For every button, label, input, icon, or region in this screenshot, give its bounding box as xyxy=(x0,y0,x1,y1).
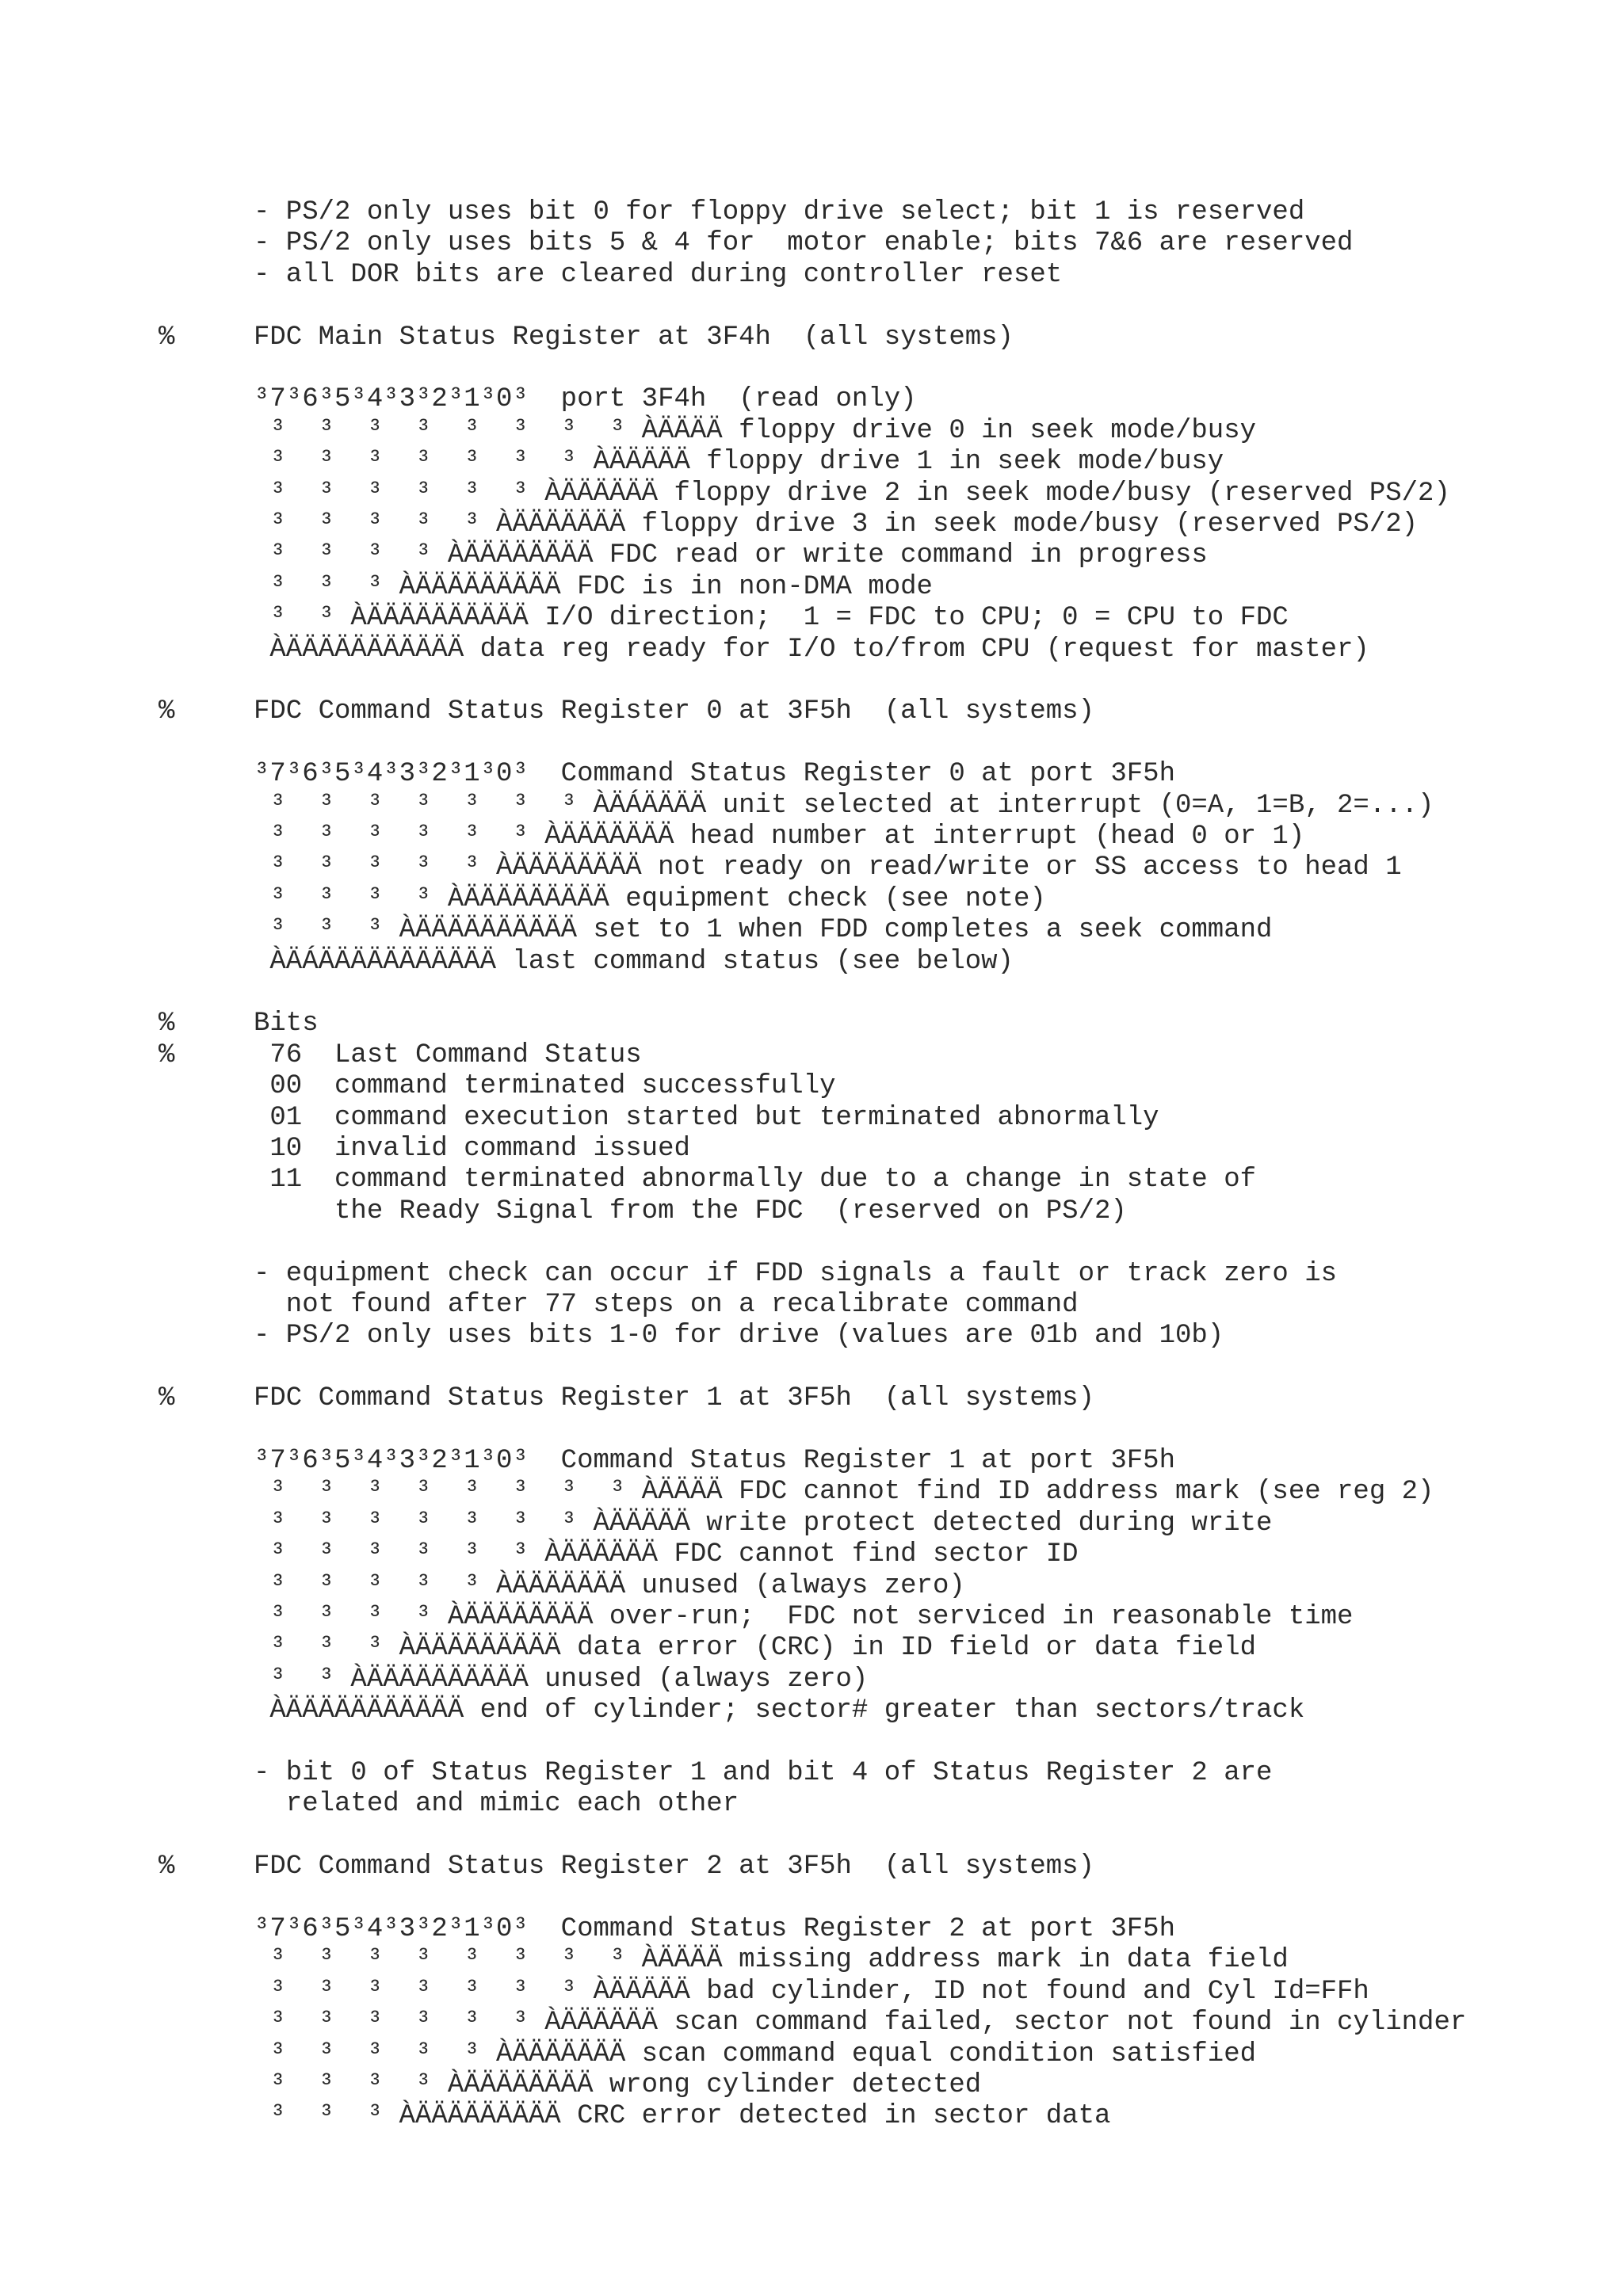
line-text: ³ ³ ³ ÀÄÄÄÄÄÄÄÄÄ CRC error detected in sector data xyxy=(254,2101,1111,2132)
line-text: ³ ³ ³ ³ ³ ³ ³ ÀÄÄÄÄÄ floppy drive 1 in seek mode/busy xyxy=(254,447,1224,478)
line-text: - bit 0 of Status Register 1 and bit 4 of Status Register 2 are xyxy=(254,1758,1273,1788)
line-text: ³7³6³5³4³3³2³1³0³ port 3F4h (read only) xyxy=(254,384,917,415)
line-text: - equipment check can occur if FDD signals a fault or track zero is xyxy=(254,1258,1338,1289)
line-marker: % xyxy=(158,1383,175,1414)
line-text: ³ ³ ³ ³ ÀÄÄÄÄÄÄÄÄÄ equipment check (see note) xyxy=(254,883,1046,914)
line-text: ³ ³ ³ ³ ³ ³ ÀÄÄÄÄÄÄ floppy drive 2 in seek mode/busy (reserved PS/2) xyxy=(254,478,1450,509)
line-text: FDC Command Status Register 2 at 3F5h (all systems) xyxy=(254,1852,1094,1882)
line-text: ³ ³ ³ ³ ³ ³ ³ ³ ÀÄÄÄÄ floppy drive 0 in seek mode/busy xyxy=(254,415,1257,446)
line-text: ³ ³ ³ ³ ³ ÀÄÄÄÄÄÄÄ floppy drive 3 in seek mode/busy (reserved PS/2) xyxy=(254,509,1419,540)
line-text: ³7³6³5³4³3³2³1³0³ Command Status Register 1 at port 3F5h xyxy=(254,1446,1175,1476)
line-text: ÀÄÁÄÄÄÄÄÄÄÄÄÄÄ last command status (see below) xyxy=(254,946,1014,977)
line-text: ³ ³ ³ ³ ÀÄÄÄÄÄÄÄÄ over-run; FDC not serviced in reasonable time xyxy=(254,1602,1354,1632)
line-text: ÀÄÄÄÄÄÄÄÄÄÄÄ data reg ready for I/O to/from CPU (request for master) xyxy=(254,634,1369,665)
line-text: ³ ³ ³ ³ ÀÄÄÄÄÄÄÄÄ wrong cylinder detected xyxy=(254,2070,982,2100)
line-text: 00 command terminated successfully xyxy=(254,1071,836,1102)
line-text: ³ ³ ³ ³ ³ ³ ³ ³ ÀÄÄÄÄ FDC cannot find ID address mark (see reg 2) xyxy=(254,1477,1434,1508)
line-text: - PS/2 only uses bit 0 for floppy drive select; bit 1 is reserved xyxy=(254,197,1305,227)
line-text: ³ ³ ³ ÀÄÄÄÄÄÄÄÄÄ FDC is in non-DMA mode xyxy=(254,571,933,602)
line-text: ³ ³ ³ ³ ³ ÀÄÄÄÄÄÄÄ unused (always zero) xyxy=(254,1570,965,1601)
line-text: ³ ³ ³ ³ ³ ³ ÀÄÄÄÄÄÄÄ head number at interrupt (head 0 or 1) xyxy=(254,822,1305,852)
line-marker: % xyxy=(158,1009,175,1039)
line-text: ³ ³ ³ ³ ³ ÀÄÄÄÄÄÄÄÄ not ready on read/write or SS access to head 1 xyxy=(254,852,1402,883)
line-marker: % xyxy=(158,696,175,727)
line-text: ³ ³ ÀÄÄÄÄÄÄÄÄÄÄ I/O direction; 1 = FDC to CPU; 0 = CPU to FDC xyxy=(254,603,1289,634)
line-text: FDC Command Status Register 0 at 3F5h (all systems) xyxy=(254,696,1094,727)
line-text: 10 invalid command issued xyxy=(254,1134,690,1164)
line-text: not found after 77 steps on a recalibrate command xyxy=(254,1290,1079,1320)
line-text: 11 command terminated abnormally due to a change in state of xyxy=(254,1165,1257,1196)
line-text: ³ ³ ³ ³ ³ ÀÄÄÄÄÄÄÄ scan command equal condition satisfied xyxy=(254,2039,1257,2069)
line-text: ³7³6³5³4³3³2³1³0³ Command Status Register 2 at port 3F5h xyxy=(254,1914,1175,1944)
line-text: ³ ³ ³ ³ ³ ³ ³ ÀÄÁÄÄÄÄ unit selected at interrupt (0=A, 1=B, 2=...) xyxy=(254,790,1434,821)
line-text: ³ ³ ³ ÀÄÄÄÄÄÄÄÄÄ data error (CRC) in ID field or data field xyxy=(254,1633,1257,1664)
line-text: FDC Main Status Register at 3F4h (all systems) xyxy=(254,322,1014,353)
line-text: ³ ³ ³ ÀÄÄÄÄÄÄÄÄÄÄ set to 1 when FDD completes a seek command xyxy=(254,915,1273,946)
line-text: - PS/2 only uses bits 5 & 4 for motor enable; bits 7&6 are reserved xyxy=(254,228,1354,259)
line-text: - PS/2 only uses bits 1-0 for drive (values are 01b and 10b) xyxy=(254,1321,1224,1352)
line-text: 76 Last Command Status xyxy=(254,1039,642,1070)
line-marker: % xyxy=(158,1039,175,1070)
line-text: 01 command execution started but terminated abnormally xyxy=(254,1102,1159,1133)
line-text: related and mimic each other xyxy=(254,1789,739,1820)
line-text: Bits xyxy=(254,1009,319,1039)
line-text: ÀÄÄÄÄÄÄÄÄÄÄÄ end of cylinder; sector# greater than sectors/track xyxy=(254,1695,1305,1726)
line-text: ³ ³ ³ ³ ÀÄÄÄÄÄÄÄÄ FDC read or write command in progress xyxy=(254,540,1208,571)
line-text: ³ ³ ³ ³ ³ ³ ÀÄÄÄÄÄÄ FDC cannot find sector ID xyxy=(254,1539,1079,1570)
line-marker: % xyxy=(158,322,175,353)
line-text: ³ ³ ³ ³ ³ ³ ³ ÀÄÄÄÄÄ write protect detected during write xyxy=(254,1508,1273,1539)
line-text: ³ ³ ³ ³ ³ ³ ÀÄÄÄÄÄÄ scan command failed, sector not found in cylinder xyxy=(254,2008,1467,2039)
line-text: FDC Command Status Register 1 at 3F5h (all systems) xyxy=(254,1383,1094,1414)
line-text: ³ ³ ³ ³ ³ ³ ³ ³ ÀÄÄÄÄ missing address mark in data field xyxy=(254,1945,1289,1976)
line-text: ³7³6³5³4³3³2³1³0³ Command Status Register 0 at port 3F5h xyxy=(254,759,1175,790)
line-text: ³ ³ ÀÄÄÄÄÄÄÄÄÄÄ unused (always zero) xyxy=(254,1664,869,1695)
line-text: ³ ³ ³ ³ ³ ³ ³ ÀÄÄÄÄÄ bad cylinder, ID not found and Cyl Id=FFh xyxy=(254,1976,1369,2007)
line-text: the Ready Signal from the FDC (reserved on PS/2) xyxy=(254,1196,1127,1226)
line-text: - all DOR bits are cleared during controller reset xyxy=(254,259,1063,290)
line-marker: % xyxy=(158,1852,175,1882)
